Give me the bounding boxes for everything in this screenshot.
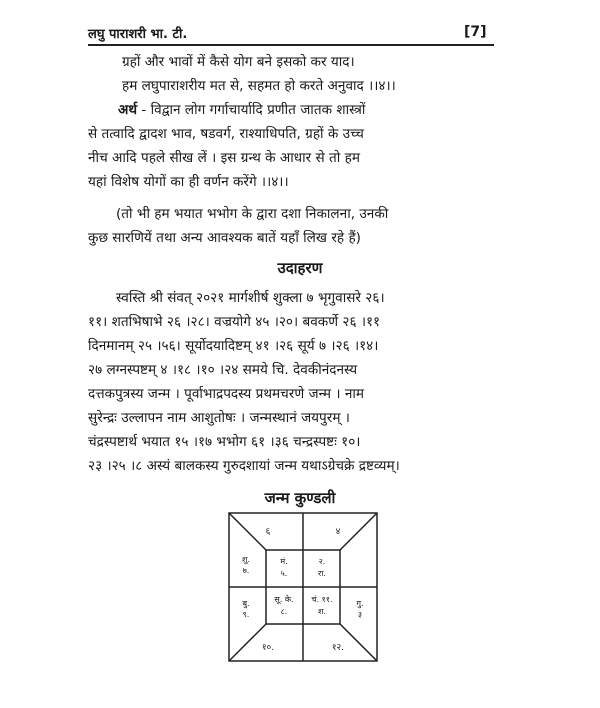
meaning-label: अर्थ: [118, 102, 138, 118]
house-center-br-a: चं. ११.: [311, 595, 333, 604]
example-line: स्वस्ति श्री संवत् २०२१ मार्गशीर्ष शुक्ला ७ भृगुवासरे २६।: [116, 290, 385, 306]
house-left-upper-b: ७.: [242, 566, 250, 575]
house-bottom-right-text: १२.: [331, 643, 345, 653]
verse-line: हम लघुपाराशरीय मत से, सहमत हो करते अनुवाद ।।४।।: [122, 78, 396, 94]
house-top-right-text: ४: [335, 527, 341, 537]
note-line: कुछ सारणियें तथा अन्य आवश्यक बातें यहाँ लिख रहे हैं): [88, 230, 361, 246]
house-center-tl-b: ५.: [280, 569, 288, 578]
house-center-tl-a: मं.: [280, 557, 288, 566]
house-left-lower-a: बु.: [242, 599, 250, 608]
example-line: सुरेन्द्रः उल्लापन नाम आशुतोषः । जन्मस्थानं जयपुरम् ।: [88, 410, 350, 426]
meaning-line: यहां विशेष योगों का ही वर्णन करेंगे ।।४।।: [88, 174, 289, 190]
header-rule: [88, 44, 494, 46]
house-bottom-left-text: १०.: [261, 643, 275, 653]
meaning-line: नीच आदि पहले सीख लें । इस ग्रन्थ के आधार से तो हम: [88, 150, 360, 166]
house-left-upper-a: शु.: [242, 555, 250, 564]
house-right-lower-a: गु.: [356, 599, 364, 608]
house-top-left-text: ६: [265, 527, 271, 537]
meaning-line: से तत्वादि द्वादश भाव, षडवर्ग, राश्याधिपति, ग्रहों के उच्च: [88, 126, 364, 142]
example-line: २७ लग्नस्पष्टम् ४ ।१८ ।१० ।२४ समये चि. देवकीनंदनस्य: [88, 362, 358, 378]
meaning-first-line: - विद्वान लोग गर्गाचार्यादि प्रणीत जातक शास्त्रों: [137, 102, 366, 118]
kundali-chart: [228, 512, 378, 662]
house-center-br-b: श.: [318, 607, 326, 616]
example-line: २३ ।२५ ।८ अस्यं बालकस्य गुरुदशायां जन्म यथाऽग्रेचक्रे द्रष्टव्यम्।: [88, 458, 400, 474]
house-center-tr-b: रा.: [318, 569, 326, 578]
kundali-title: जन्म कुण्डली: [264, 489, 336, 507]
house-center-bl-b: ८.: [280, 607, 288, 616]
verse-line: ग्रहों और भावों में कैसे योग बने इसको कर याद।: [122, 54, 355, 70]
example-line: दिनमानम् २५ ।५६। सूर्योदयादिष्टम् ४१ ।२६ सूर्य ७ ।२६ ।१४।: [88, 338, 379, 354]
running-header: लघु पाराशरी भा. टी.: [88, 27, 188, 42]
example-line: ११। शतभिषाभे २६ ।२८। वज्रयोगे ४५ ।२०। बवकर्णे २६ ।११: [88, 314, 381, 330]
note-line: (तो भी हम भयात भभोग के द्वारा दशा निकालना, उनकी: [116, 206, 389, 222]
house-right-lower-b: ३: [357, 610, 363, 619]
example-heading: उदाहरण: [277, 259, 323, 277]
example-line: दत्तकपुत्रस्य जन्म । पूर्वाभाद्रपदस्य प्रथमचरणे जन्म । नाम: [88, 386, 365, 402]
page-number: [7]: [464, 24, 487, 40]
house-center-tr-a: २.: [318, 557, 326, 566]
example-line: चंद्रस्पष्टार्थ भयात १५ ।१७ भभोग ६१ ।३६ चन्द्रस्पष्टः १०।: [88, 434, 361, 450]
meaning-line: [118, 100, 522, 120]
house-left-lower-b: ९.: [242, 610, 250, 619]
house-center-bl-a: सू. के.: [274, 595, 294, 604]
